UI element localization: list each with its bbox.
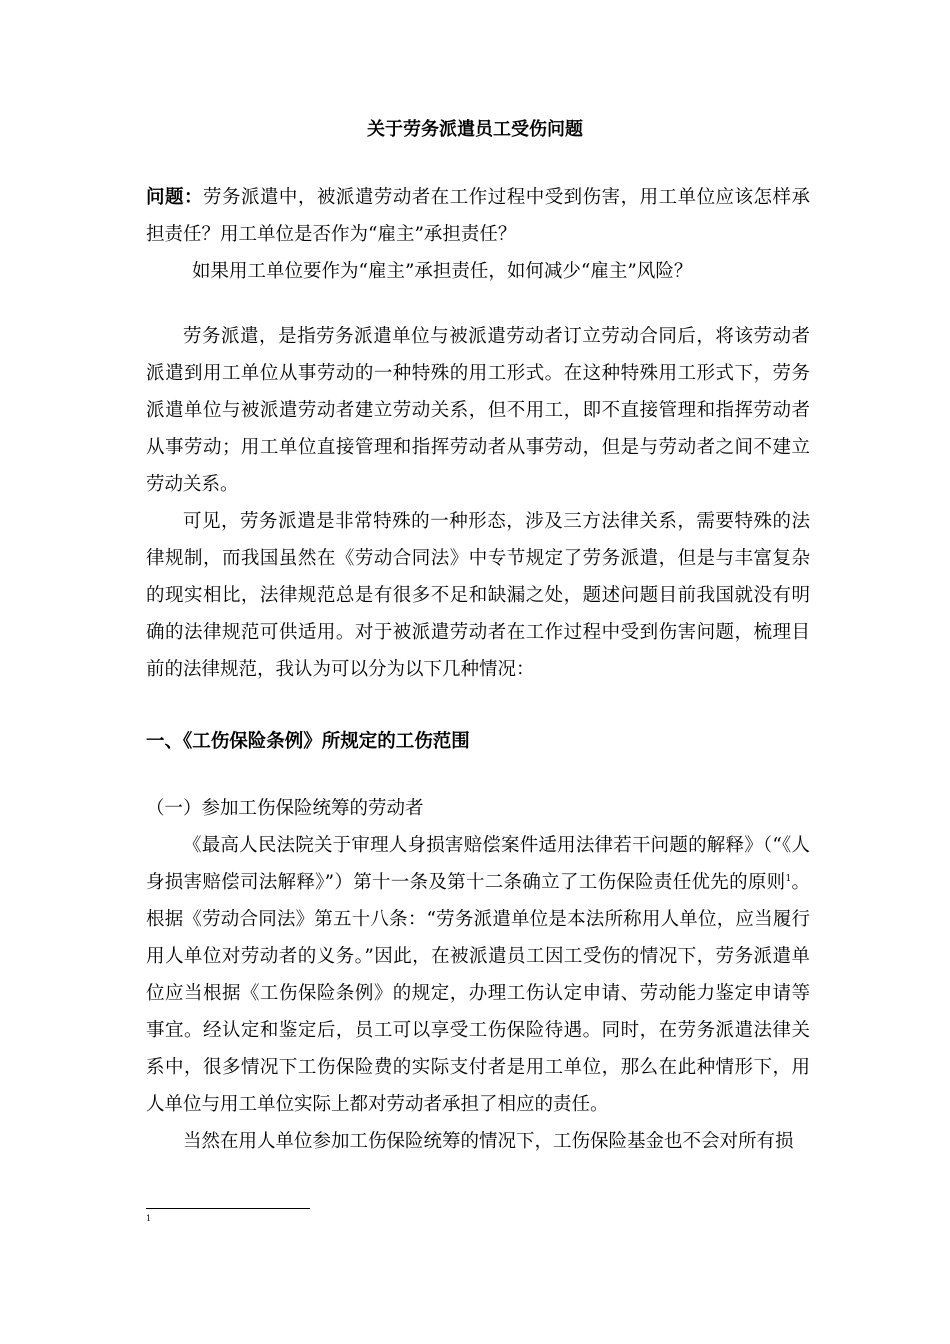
paragraph-work-injury-insurance [146,827,810,1123]
document-title: 关于劳务派遣员工受伤问题 [367,119,583,140]
footnote-reference[interactable]: 1 [785,873,792,884]
subsection-heading-1: （一）参加工伤保险统筹的劳动者 [146,798,424,819]
paragraph-overview: 可见，劳务派遣是非常特殊的一种形态，涉及三方法律关系，需要特殊的法律规制，而我国虽然在《劳动合同法》中专节规定了劳务派遣，但是与丰富复杂的现实相比，法律规范总是有很多不足和缺漏之处，题述问题目前我国就没有明确的法律规范可供适用。对于被派遣劳动者在工作过程中受到伤害问题，梳理目前的法律规范，我认为可以分为以下几种情况： [146,511,810,680]
paragraph-part-1: 《最高人民法院关于审理人身损害赔偿案件适用法律若干问题的解释》（“《人身损害赔偿司法解释》”）第十一条及第十二条确立了工伤保险责任优先的原则 [146,835,810,893]
question-paragraph [146,179,810,253]
paragraph-definition: 劳务派遣，是指劳务派遣单位与被派遣劳动者订立劳动合同后，将该劳动者派遣到用工单位从事劳动的一种特殊的用工形式。在这种特殊用工形式下，劳务派遣单位与被派遣劳动者建立劳动关系，但不用工，即不直接管理和指挥劳动者从事劳动；用工单位直接管理和指挥劳动者从事劳动，但是与劳动者之间不建立劳动关系。 [146,326,810,495]
question-text: 劳务派遣中，被派遣劳动者在工作过程中受到伤害，用工单位应该怎样承担责任？用工单位是否作为“雇主”承担责任？ [146,187,810,245]
paragraph-continuation: 当然在用人单位参加工伤保险统筹的情况下，工伤保险基金也不会对所有损 [183,1131,794,1152]
footnote-divider [146,1208,310,1209]
question-followup: 如果用工单位要作为“雇主”承担责任，如何减少“雇主”风险？ [192,261,693,282]
paragraph-part-2: 。根据《劳动合同法》第五十八条：“劳务派遣单位是本法所称用人单位，应当履行用人单位对劳动者的义务。”因此，在被派遣员工因工受伤的情况下，劳务派遣单位应当根据《工伤保险条例》的规定，办理工伤认定申请、劳动能力鉴定申请等事宜。经认定和鉴定后，员工可以享受工伤保险待遇。同时，在劳务派遣法律关系中，很多情况下工伤保险费的实际支付者是用工单位，那么在此种情形下，用人单位与用工单位实际上都对劳动者承担了相应的责任。 [146,872,810,1115]
question-label: 问题： [146,187,203,208]
footnote-number: 1 [146,1214,152,1223]
section-heading-1: 一、《工伤保险条例》所规定的工伤范围 [146,731,470,752]
